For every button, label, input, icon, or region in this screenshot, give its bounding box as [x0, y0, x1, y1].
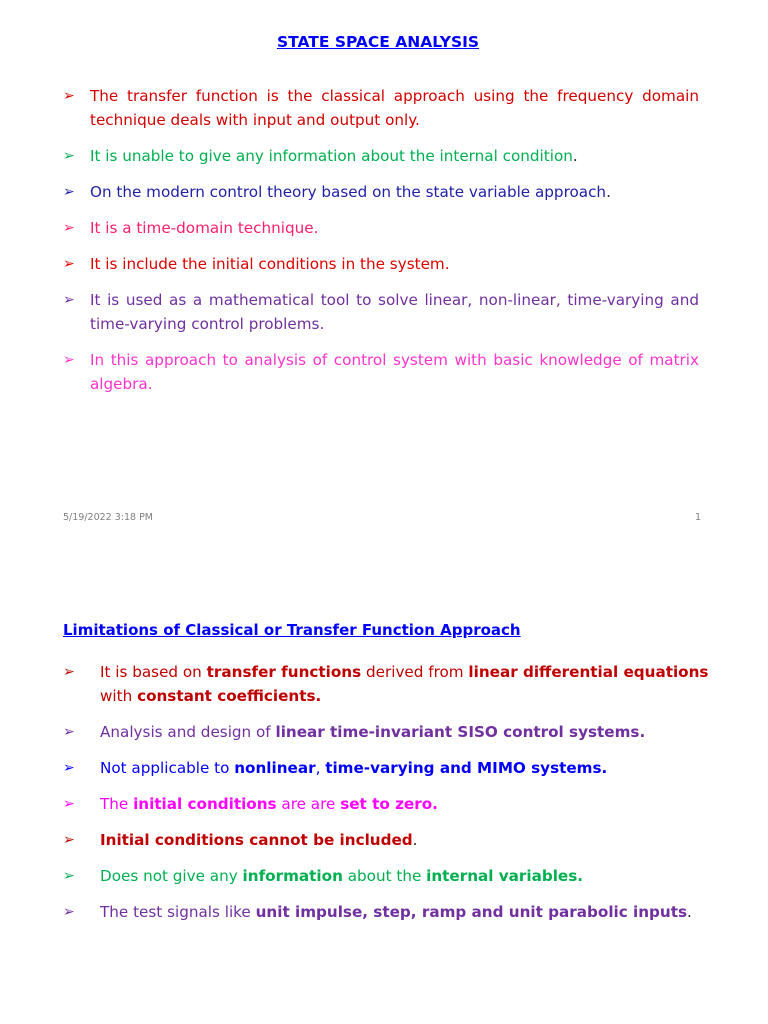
bullet-emphasis-text: linear differential equations: [468, 663, 709, 681]
bullet-text: .: [687, 903, 692, 921]
bullet-text: ,: [315, 759, 326, 777]
bullet-arrow-icon: ➢: [63, 904, 75, 920]
bullet-arrow-icon: ➢: [63, 256, 75, 272]
bullet-emphasis-text: unit impulse, step, ramp and unit parabolic inputs: [255, 903, 688, 921]
bullet-emphasis-text: Initial conditions cannot be included: [100, 831, 413, 849]
bullet-text: It is include the initial conditions in the system.: [90, 255, 450, 273]
bullet-emphasis-text: initial conditions: [133, 795, 277, 813]
bullet-text: The transfer function is the classical approach using the frequency domain technique deals with input and output only.: [90, 87, 699, 129]
bullet-emphasis-text: transfer functions: [206, 663, 362, 681]
bullet-item: [63, 84, 699, 132]
bullet-arrow-icon: ➢: [63, 832, 75, 848]
bullet-item: [63, 792, 723, 816]
bullet-emphasis-text: linear time-invariant SISO control systems.: [275, 723, 646, 741]
bullet-text: Does not give any: [100, 867, 243, 885]
bullet-text: Analysis and design of: [100, 723, 276, 741]
bullet-text: In this approach to analysis of control system with basic knowledge of matrix algebra.: [90, 351, 699, 393]
bullet-text: It is a time-domain technique.: [90, 219, 319, 237]
bullet-text: Not applicable to: [100, 759, 235, 777]
bullet-emphasis-text: internal variables.: [426, 867, 584, 885]
bullet-trailing-period: .: [606, 183, 611, 201]
bullet-emphasis-text: nonlinear: [234, 759, 316, 777]
slide-limitations: [0, 560, 768, 1024]
bullet-list: [63, 660, 723, 936]
slide-title: STATE SPACE ANALYSIS: [276, 33, 480, 51]
bullet-arrow-icon: ➢: [63, 292, 75, 308]
bullet-emphasis-text: information: [242, 867, 343, 885]
bullet-text: It is based on: [100, 663, 207, 681]
bullet-trailing-period: .: [572, 147, 578, 165]
bullet-emphasis-text: constant coefficients.: [137, 687, 322, 705]
bullet-item: [63, 720, 723, 744]
bullet-arrow-icon: ➢: [63, 760, 75, 776]
bullet-text: about the: [342, 867, 427, 885]
bullet-text: derived from: [361, 663, 469, 681]
bullet-text: .: [412, 831, 418, 849]
bullet-item: [63, 180, 699, 204]
bullet-item: [63, 756, 723, 780]
bullet-emphasis-text: set to zero.: [340, 795, 438, 813]
bullet-item: [63, 144, 699, 168]
slide-page-number: 1: [695, 512, 702, 523]
bullet-list: [63, 84, 699, 408]
bullet-arrow-icon: ➢: [63, 796, 75, 812]
bullet-item: [63, 660, 723, 708]
bullet-item: [63, 288, 699, 336]
bullet-item: [63, 348, 699, 396]
bullet-item: [63, 900, 723, 924]
bullet-arrow-icon: ➢: [63, 352, 75, 368]
bullet-text: It is used as a mathematical tool to solve linear, non-linear, time-varying and time-varying control problems.: [90, 291, 699, 333]
bullet-text: On the modern control theory based on the state variable approach: [90, 183, 607, 201]
bullet-emphasis-text: time-varying and MIMO systems.: [325, 759, 608, 777]
bullet-item: [63, 216, 699, 240]
bullet-arrow-icon: ➢: [63, 868, 75, 884]
bullet-arrow-icon: ➢: [63, 148, 75, 164]
slide-date: 5/19/2022 3:18 PM: [63, 512, 154, 523]
bullet-text: It is unable to give any information about the internal condition: [90, 147, 573, 165]
bullet-text: are are: [276, 795, 341, 813]
bullet-arrow-icon: ➢: [63, 664, 75, 680]
bullet-arrow-icon: ➢: [63, 220, 75, 236]
bullet-item: [63, 864, 723, 888]
bullet-item: [63, 252, 699, 276]
bullet-arrow-icon: ➢: [63, 724, 75, 740]
bullet-arrow-icon: ➢: [63, 88, 75, 104]
bullet-item: [63, 828, 723, 852]
bullet-arrow-icon: ➢: [63, 184, 75, 200]
bullet-text: The test signals like: [100, 903, 256, 921]
bullet-text: with: [100, 687, 138, 705]
slide-title: Limitations of Classical or Transfer Function Approach: [63, 621, 521, 639]
bullet-text: The: [100, 795, 134, 813]
